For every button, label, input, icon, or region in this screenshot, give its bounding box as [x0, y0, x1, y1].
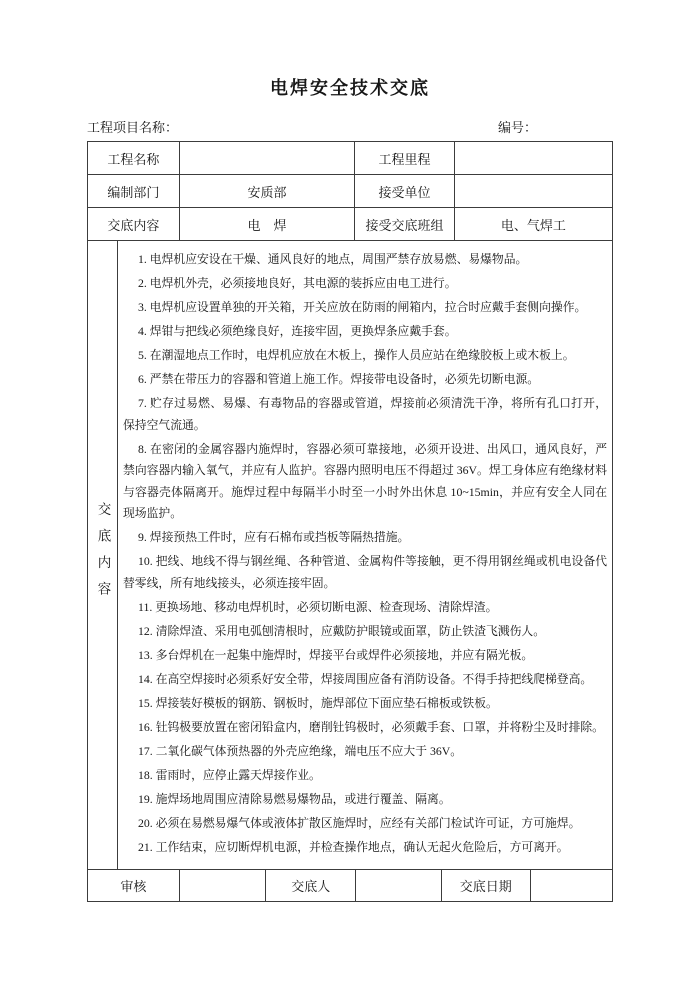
receiving-team-header: 接受交底班组	[355, 208, 455, 240]
review-value	[180, 870, 266, 901]
content-item: 9. 焊接预热工件时，应有石棉布或挡板等隔热措施。	[138, 530, 410, 544]
project-mileage-value	[455, 142, 612, 174]
content-item: 15. 焊接装好模板的钢筋、钢板时，施焊部位下面应垫石棉板或铁板。	[138, 695, 498, 710]
content-item: 7. 贮存过易燃、易爆、有毒物品的容器或管道，焊接前必须清洗干净，将所有孔口打开，保持空气流通。	[123, 396, 607, 432]
content-side-cell	[88, 241, 118, 869]
project-mileage-header: 工程里程	[355, 142, 455, 174]
project-name-label: 工程项目名称：	[87, 120, 179, 135]
content-item: 6. 严禁在带压力的容器和管道上施工作。焊接带电设备时，必须先切断电源。	[138, 372, 540, 386]
discloser-value	[356, 870, 441, 901]
content-item: 18. 雷雨时，应停止露天焊接作业。	[138, 767, 321, 782]
meta-row	[87, 117, 613, 136]
review-header: 审核	[88, 870, 180, 901]
content-item: 13. 多台焊机在一起集中施焊时，焊接平台或焊件必须接地，并应有隔光板。	[138, 647, 534, 662]
number-label: 编号：	[497, 120, 537, 135]
content-item: 14. 在高空焊接时必须系好安全带，焊接周围应备有消防设备。不得手持把线爬梯登高。	[138, 671, 593, 686]
content-side-label: 交底内容	[95, 501, 111, 608]
project-name-value	[180, 142, 356, 174]
info-row-project	[88, 142, 612, 175]
receiving-unit-header: 接受单位	[355, 175, 455, 207]
project-name-header: 工程名称	[88, 142, 180, 174]
footer-row	[88, 870, 612, 901]
disclosure-content-value: 电 焊	[180, 208, 356, 240]
content-item: 2. 电焊机外壳，必须接地良好，其电源的装拆应由电工进行。	[138, 276, 457, 290]
date-value	[531, 870, 612, 901]
content-item: 11. 更换场地、移动电焊机时，必须切断电源、检查现场、清除焊渣。	[138, 599, 498, 614]
content-items	[118, 241, 612, 869]
receiving-team-value: 电、气焊工	[500, 217, 566, 233]
info-row-department	[88, 175, 612, 208]
disclosure-table	[87, 141, 613, 902]
info-row-disclosure	[88, 208, 612, 241]
content-item: 12. 清除焊渣、采用电弧刨清根时，应戴防护眼镜或面罩，防止铁渣飞溅伤人。	[138, 623, 545, 638]
disclosure-content-header: 交底内容	[88, 208, 180, 240]
content-item: 5. 在潮湿地点工作时，电焊机应放在木板上，操作人员应站在绝缘胶板上或木板上。	[138, 348, 575, 362]
content-item: 17. 二氧化碳气体预热器的外壳应绝缘，端电压不应大于 36V。	[138, 743, 463, 758]
receiving-unit-value	[455, 175, 612, 207]
content-item: 1. 电焊机应安设在干燥、通风良好的地点，周围严禁存放易燃、易爆物品。	[138, 252, 528, 266]
content-item: 8. 在密闭的金属容器内施焊时，容器必须可靠接地，必须开设进、出风口，通风良好，严禁向容器内输入氧气，并应有人监护。容器内照明电压不得超过 36V。焊工身体应有绝缘材料与容器壳体隔离开。施焊过程中每隔半小时至一小时外出休息 10~15min，并应有安全人同在现场监护。	[123, 441, 607, 520]
content-row	[88, 241, 612, 870]
content-item: 10. 把线、地线不得与钢丝绳、各种管道、金属构件等接触，更不得用钢丝绳或机电设备代替零线，所有地线接头，必须连接牢固。	[123, 554, 607, 590]
content-item: 16. 钍钨极要放置在密闭铅盒内，磨削钍钨极时，必须戴手套、口罩，并将粉尘及时排除。	[138, 719, 604, 734]
compiling-department-header: 编制部门	[88, 175, 180, 207]
content-item: 3. 电焊机应设置单独的开关箱，开关应放在防雨的闸箱内，拉合时应戴手套侧向操作。	[138, 300, 587, 314]
content-item: 20. 必须在易燃易爆气体或液体扩散区施焊时，应经有关部门检试许可证，方可施焊。	[138, 815, 581, 830]
discloser-header: 交底人	[266, 870, 356, 901]
compiling-department-value: 安质部	[180, 175, 356, 207]
date-header: 交底日期	[442, 870, 531, 901]
content-item: 21. 工作结束，应切断焊机电源，并检查操作地点，确认无起火危险后，方可离开。	[138, 839, 569, 854]
document-title: 电焊安全技术交底	[270, 78, 430, 98]
content-item: 19. 施焊场地周围应清除易燃易爆物品，或进行覆盖、隔离。	[138, 791, 451, 806]
content-item: 4. 焊钳与把线必须绝缘良好，连接牢固，更换焊条应戴手套。	[138, 324, 457, 338]
